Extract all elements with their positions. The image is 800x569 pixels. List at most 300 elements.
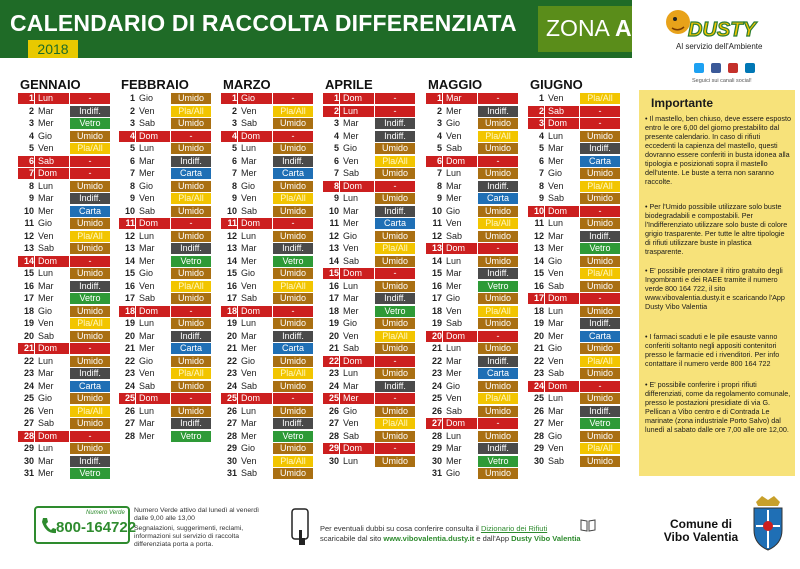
- weekday: Dom: [136, 306, 170, 317]
- day-number: 27: [124, 418, 135, 428]
- weekday: Mer: [38, 205, 54, 216]
- weekday: Sab: [545, 106, 579, 117]
- weekday: Gio: [38, 393, 53, 403]
- app-link[interactable]: Dusty Vibo Valentia: [511, 534, 581, 543]
- weekday: Mer: [38, 380, 54, 391]
- weekday: Mar: [38, 193, 54, 203]
- calendar-day-row: [119, 381, 211, 392]
- day-number: 19: [226, 318, 237, 328]
- collection-type: Umido: [171, 181, 211, 192]
- day-number: 29: [323, 443, 339, 454]
- weekday: Sab: [35, 156, 69, 167]
- day-number: 5: [129, 143, 135, 153]
- day-number: 8: [323, 181, 339, 192]
- collection-type: Indiff.: [70, 106, 110, 117]
- weekday: Sab: [139, 293, 156, 303]
- weekday: Mer: [548, 243, 564, 253]
- weekday: Sab: [548, 368, 565, 378]
- calendar-day-row: [18, 318, 110, 329]
- day-number: 22: [431, 355, 442, 366]
- year-label: 2018: [37, 41, 69, 57]
- day-number: 10: [226, 205, 237, 216]
- weekday: Mer: [548, 155, 564, 166]
- collection-type: Indiff.: [273, 331, 313, 342]
- zone-letter: A: [615, 15, 632, 41]
- collection-type: Pla/All: [171, 368, 211, 379]
- collection-type: Umido: [171, 318, 211, 329]
- calendar-day-row: [426, 231, 518, 242]
- weekday: Lun: [340, 106, 374, 117]
- collection-type: -: [273, 93, 313, 104]
- weekday: Gio: [548, 168, 563, 178]
- weekday: Sab: [343, 168, 360, 178]
- weekday: Dom: [136, 131, 170, 142]
- calendar-day-row: [426, 268, 518, 279]
- calendar-day-row: [528, 256, 620, 267]
- weekday: Mar: [139, 243, 155, 253]
- collection-type: Umido: [273, 356, 313, 367]
- collection-type: -: [171, 131, 211, 142]
- weekday: Gio: [139, 180, 154, 191]
- weekday: Lun: [446, 430, 462, 441]
- hours-text: Numero Verde attivo dal lunedì al venerdì dalle 9,00 alle 13,00: [134, 507, 260, 522]
- day-number: 19: [124, 318, 135, 328]
- weekday: Lun: [38, 443, 54, 453]
- collection-type: Indiff.: [478, 443, 518, 454]
- weekday: Dom: [545, 293, 579, 304]
- calendar-day-row: [18, 393, 110, 404]
- day-number: 4: [436, 130, 442, 141]
- youtube-icon: [728, 63, 738, 73]
- weekday: Ven: [139, 280, 155, 291]
- calendar-day-row: [323, 456, 415, 467]
- day-number: 27: [533, 418, 544, 428]
- day-number: 3: [333, 118, 339, 128]
- collection-type: Umido: [478, 468, 518, 479]
- calendar-day-row: [119, 168, 211, 179]
- calendar-day-row: [119, 431, 211, 442]
- collection-type: -: [478, 93, 518, 104]
- weekday: Sab: [139, 380, 156, 391]
- calendar-day-row: [323, 281, 415, 292]
- day-number: 18: [119, 306, 135, 317]
- weekday: Lun: [343, 193, 359, 203]
- collection-type: Umido: [375, 231, 415, 242]
- collection-type: Umido: [273, 231, 313, 242]
- weekday: Lun: [548, 393, 564, 403]
- day-number: 24: [226, 380, 237, 391]
- collection-type: Indiff.: [580, 231, 620, 242]
- calendar-day-row: [528, 243, 620, 254]
- weekday: Sab: [446, 230, 463, 241]
- calendar-day-row: [426, 393, 518, 404]
- weekday: Ven: [446, 218, 462, 228]
- weekday: Ven: [343, 155, 359, 166]
- month-title-giugno: GIUGNO: [530, 77, 583, 92]
- weekday: Sab: [446, 405, 463, 416]
- calendar-day-row: [426, 156, 518, 167]
- dict-text-2: scaricabile dal sito: [320, 534, 384, 543]
- collection-type: Umido: [70, 181, 110, 192]
- weekday: Sab: [139, 118, 156, 128]
- collection-type: Umido: [273, 406, 313, 417]
- calendar-day-row: [221, 106, 313, 117]
- calendar-day-row: [18, 118, 110, 129]
- weekday: Gio: [38, 305, 53, 316]
- calendar-day-row: [323, 256, 415, 267]
- day-number: 26: [533, 405, 544, 416]
- calendar-day-row: [119, 368, 211, 379]
- social-caption: Seguici sui canali social!: [692, 78, 752, 84]
- calendar-day-row: [18, 93, 110, 104]
- calendar-day-row: [221, 268, 313, 279]
- collection-type: Umido: [580, 256, 620, 267]
- info-block-1: • Il mastello, ben chiuso, deve essere esposto entro le ore 6,00 del giorno prestabilito dal presente calendario. In caso di rifiuti eccedenti la capienza del mastello, questi dovranno essere conferiti in busta idonea alla tipologia e posizionati sopra il mastello dell'utente. Le buste a terra non saranno raccolte.: [645, 114, 791, 186]
- weekday: Mer: [446, 280, 462, 291]
- collection-type: Umido: [70, 268, 110, 279]
- collection-type: -: [70, 256, 110, 267]
- day-number: 3: [231, 118, 237, 128]
- day-number: 14: [431, 255, 442, 266]
- calendar-day-row: [323, 381, 415, 392]
- day-number: 23: [431, 368, 442, 378]
- day-number: 9: [231, 193, 237, 203]
- dictionary-link[interactable]: Dizionario dei Rifiuti: [480, 524, 548, 533]
- day-number: 14: [226, 255, 237, 266]
- weekday: Sab: [548, 280, 565, 291]
- collection-type: Indiff.: [70, 193, 110, 204]
- collection-type: Pla/All: [375, 156, 415, 167]
- day-number: 24: [528, 381, 544, 392]
- collection-type: Pla/All: [580, 181, 620, 192]
- collection-type: Pla/All: [70, 231, 110, 242]
- day-number: 13: [226, 243, 237, 253]
- calendar-day-row: [221, 418, 313, 429]
- calendar-day-row: [323, 218, 415, 229]
- calendar-day-row: [528, 293, 620, 304]
- calendar-day-row: [221, 231, 313, 242]
- weekday: Ven: [343, 243, 359, 253]
- calendar-day-row: [18, 106, 110, 117]
- collection-type: -: [478, 331, 518, 342]
- weekday: Lun: [241, 318, 257, 328]
- collection-type: Pla/All: [375, 418, 415, 429]
- calendar-day-row: [119, 218, 211, 229]
- collection-type: Umido: [171, 293, 211, 304]
- calendar-day-row: [323, 206, 415, 217]
- day-number: 6: [333, 155, 339, 166]
- calendar-day-row: [528, 268, 620, 279]
- day-number: 9: [538, 193, 544, 203]
- collection-type: Vetro: [171, 431, 211, 442]
- day-number: 13: [124, 243, 135, 253]
- weekday: Gio: [241, 355, 256, 366]
- collection-type: Pla/All: [580, 268, 620, 279]
- day-number: 28: [18, 431, 34, 442]
- calendar-day-row: [221, 406, 313, 417]
- calendar-day-row: [426, 368, 518, 379]
- day-number: 11: [534, 218, 544, 228]
- weekday: Ven: [241, 105, 257, 116]
- day-number: 9: [333, 193, 339, 203]
- collection-type: Pla/All: [70, 143, 110, 154]
- phone-number[interactable]: 800-164722: [56, 519, 137, 536]
- calendar-day-row: [119, 106, 211, 117]
- site-link[interactable]: www.vibovalentia.dusty.it: [383, 534, 475, 543]
- weekday: Ven: [446, 393, 462, 403]
- day-number: 12: [533, 230, 544, 241]
- day-number: 5: [28, 143, 34, 153]
- day-number: 2: [231, 105, 237, 116]
- calendar-day-row: [426, 343, 518, 354]
- weekday: Dom: [443, 243, 477, 254]
- weekday: Dom: [340, 181, 374, 192]
- day-number: 5: [436, 143, 442, 153]
- day-number: 17: [23, 293, 34, 303]
- dict-text-1: Per eventuali dubbi su cosa conferire consulta il: [320, 524, 481, 533]
- day-number: 26: [23, 405, 34, 416]
- day-number: 3: [528, 118, 544, 129]
- calendar-day-row: [528, 418, 620, 429]
- calendar-day-row: [18, 218, 110, 229]
- collection-type: Umido: [375, 143, 415, 154]
- weekday: Mar: [241, 418, 257, 428]
- day-number: 9: [28, 193, 34, 203]
- calendar-day-row: [528, 143, 620, 154]
- collection-type: Carta: [273, 343, 313, 354]
- collection-type: -: [580, 206, 620, 217]
- weekday: Lun: [241, 230, 257, 241]
- collection-type: Umido: [580, 306, 620, 317]
- calendar-day-row: [119, 281, 211, 292]
- calendar-day-row: [18, 306, 110, 317]
- day-number: 14: [18, 256, 34, 267]
- month-title-febbraio: FEBBRAIO: [121, 77, 189, 92]
- day-number: 29: [226, 443, 237, 453]
- calendar-day-row: [221, 343, 313, 354]
- weekday: Dom: [136, 393, 170, 404]
- collection-type: Pla/All: [580, 443, 620, 454]
- day-number: 15: [124, 268, 135, 278]
- day-number: 25: [431, 393, 442, 403]
- day-number: 16: [328, 280, 339, 291]
- day-number: 15: [226, 268, 237, 278]
- calendar-day-row: [119, 93, 211, 104]
- day-number: 7: [436, 168, 442, 178]
- weekday: Dom: [238, 131, 272, 142]
- day-number: 1: [426, 93, 442, 104]
- calendar-day-row: [426, 443, 518, 454]
- calendar-day-row: [528, 231, 620, 242]
- day-number: 10: [431, 205, 442, 216]
- weekday: Mer: [446, 193, 462, 203]
- weekday: Sab: [343, 255, 360, 266]
- day-number: 11: [432, 218, 442, 228]
- weekday: Dom: [35, 343, 69, 354]
- calendar-day-row: [18, 143, 110, 154]
- calendar-day-row: [323, 231, 415, 242]
- info-title: Importante: [651, 96, 714, 110]
- calendar-day-row: [426, 168, 518, 179]
- weekday: Ven: [241, 455, 257, 466]
- collection-type: -: [70, 93, 110, 104]
- collection-type: Umido: [478, 168, 518, 179]
- brand-tagline: Al servizio dell'Ambiente: [676, 42, 763, 51]
- calendar-day-row: [221, 431, 313, 442]
- collection-type: -: [171, 306, 211, 317]
- day-number: 17: [328, 293, 339, 303]
- weekday: Dom: [443, 331, 477, 342]
- day-number: 26: [226, 405, 237, 416]
- weekday: Sab: [241, 380, 258, 391]
- weekday: Ven: [38, 143, 54, 153]
- day-number: 5: [538, 143, 544, 153]
- collection-type: -: [273, 306, 313, 317]
- calendar-day-row: [323, 293, 415, 304]
- calendar-day-row: [323, 431, 415, 442]
- weekday: Lun: [446, 168, 462, 178]
- collection-type: Umido: [478, 206, 518, 217]
- info-block-5: • E' possibile conferire i propri rifiuti differenziati, come da regolamento comunale, presso le postazioni presidiate di via G. Pellican a Vibo centro e di Contrada Le marinate (zona industriale Porto Salvo) dal lunedì al sabato dalle ore 7,00 alle ore 12,00.: [645, 380, 791, 434]
- calendar-day-row: [323, 406, 415, 417]
- calendar-day-row: [426, 143, 518, 154]
- collection-type: Umido: [171, 231, 211, 242]
- calendar-day-row: [119, 143, 211, 154]
- weekday: Mer: [548, 330, 564, 341]
- collection-type: Vetro: [273, 431, 313, 442]
- calendar-day-row: [323, 131, 415, 142]
- brand-name: DUSTY: [688, 19, 756, 41]
- collection-type: Carta: [478, 368, 518, 379]
- day-number: 22: [533, 355, 544, 366]
- collection-type: Umido: [375, 456, 415, 467]
- weekday: Dom: [340, 356, 374, 367]
- day-number: 11: [119, 218, 135, 229]
- collection-type: Indiff.: [273, 156, 313, 167]
- calendar-day-row: [426, 118, 518, 129]
- day-number: 30: [431, 455, 442, 466]
- smartphone-icon: [290, 508, 312, 546]
- collection-type: Indiff.: [375, 131, 415, 142]
- weekday: Dom: [136, 218, 170, 229]
- collection-type: -: [478, 418, 518, 429]
- day-number: 4: [119, 131, 135, 142]
- weekday: Mer: [139, 168, 155, 178]
- day-number: 14: [328, 255, 339, 266]
- collection-type: Umido: [273, 206, 313, 217]
- calendar-day-row: [426, 381, 518, 392]
- day-number: 21: [533, 343, 544, 353]
- day-number: 12: [226, 230, 237, 241]
- calendar-day-row: [426, 218, 518, 229]
- day-number: 12: [23, 230, 34, 241]
- collection-type: Indiff.: [478, 181, 518, 192]
- weekday: Mer: [241, 168, 257, 178]
- collection-type: Indiff.: [375, 293, 415, 304]
- twitter-icon: [694, 63, 704, 73]
- day-number: 10: [328, 205, 339, 216]
- calendar-day-row: [119, 356, 211, 367]
- calendar-day-row: [221, 306, 313, 317]
- calendar-day-row: [528, 393, 620, 404]
- day-number: 14: [533, 255, 544, 266]
- calendar-day-row: [323, 243, 415, 254]
- calendar-day-row: [18, 293, 110, 304]
- collection-type: -: [580, 293, 620, 304]
- calendar-day-row: [18, 268, 110, 279]
- weekday: Dom: [545, 118, 579, 129]
- weekday: Sab: [241, 293, 258, 303]
- day-number: 1: [221, 93, 237, 104]
- calendar-day-row: [221, 156, 313, 167]
- collection-type: Umido: [375, 368, 415, 379]
- calendar-day-row: [221, 293, 313, 304]
- weekday: Lun: [548, 218, 564, 228]
- calendar-day-row: [119, 206, 211, 217]
- day-number: 16: [533, 280, 544, 291]
- day-number: 24: [124, 380, 135, 391]
- collection-type: Umido: [478, 231, 518, 242]
- weekday: Mer: [343, 305, 359, 316]
- collection-type: Pla/All: [478, 218, 518, 229]
- day-number: 7: [231, 168, 237, 178]
- calendar-day-row: [528, 118, 620, 129]
- day-number: 1: [538, 93, 544, 103]
- calendar-day-row: [426, 318, 518, 329]
- weekday: Gio: [139, 355, 154, 366]
- calendar-day-row: [119, 181, 211, 192]
- weekday: Lun: [548, 305, 564, 316]
- weekday: Gio: [446, 380, 461, 391]
- collection-type: Carta: [580, 331, 620, 342]
- weekday: Gio: [241, 268, 256, 278]
- collection-type: Vetro: [70, 118, 110, 129]
- weekday: Mer: [343, 218, 359, 228]
- weekday: Mar: [38, 455, 54, 466]
- day-number: 30: [226, 455, 237, 466]
- weekday: Mer: [446, 368, 462, 378]
- weekday: Ven: [241, 193, 257, 203]
- weekday: Ven: [38, 405, 54, 416]
- calendar-day-row: [426, 293, 518, 304]
- day-number: 15: [323, 268, 339, 279]
- weekday: Mar: [446, 180, 462, 191]
- calendar-day-row: [221, 243, 313, 254]
- collection-type: Carta: [375, 218, 415, 229]
- zone-box: [538, 6, 632, 52]
- calendar-day-row: [221, 118, 313, 129]
- weekday: Mar: [139, 330, 155, 341]
- calendar-day-row: [119, 343, 211, 354]
- weekday: Dom: [238, 306, 272, 317]
- collection-type: -: [171, 393, 211, 404]
- calendar-day-row: [528, 318, 620, 329]
- calendar-day-row: [119, 243, 211, 254]
- calendar-day-row: [221, 206, 313, 217]
- day-number: 28: [328, 430, 339, 441]
- brand-logo-area: [632, 0, 800, 100]
- calendar-day-row: [528, 456, 620, 467]
- collection-type: -: [273, 131, 313, 142]
- weekday: Sab: [548, 193, 565, 203]
- calendar-day-row: [221, 193, 313, 204]
- weekday: Lun: [241, 143, 257, 153]
- collection-type: Umido: [478, 118, 518, 129]
- calendar-day-row: [18, 456, 110, 467]
- weekday: Ven: [548, 355, 564, 366]
- phone-icon: [40, 516, 56, 536]
- weekday: Mar: [548, 143, 564, 153]
